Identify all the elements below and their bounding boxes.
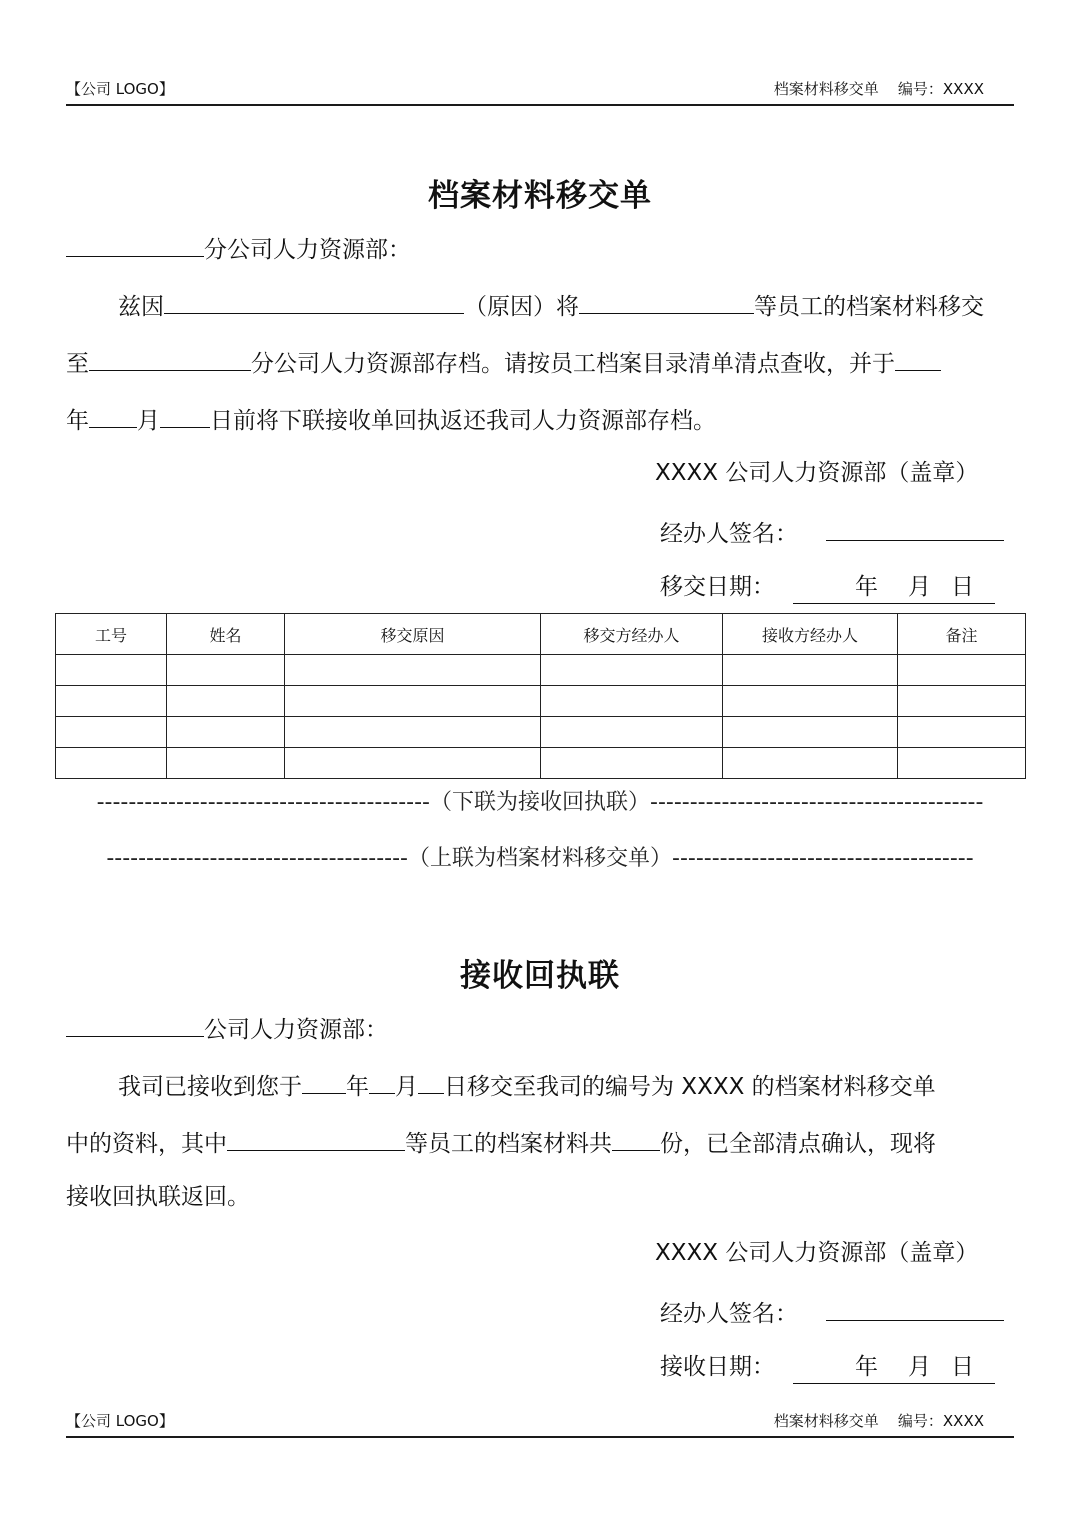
r1-month: 月 [395, 1074, 418, 1100]
receipt-stamp: XXXX 公司人力资源部（盖章） [655, 1240, 979, 1266]
p3-end: 日前将下联接收单回执返还我司人力资源部存档。 [210, 408, 716, 434]
receipt-recipient-suffix: 公司人力资源部： [204, 1017, 388, 1043]
transfer-date-year: 年 [855, 574, 878, 600]
transfer-date-month: 月 [908, 574, 931, 600]
r1-end: 日移交至我司的编号为 XXXX 的档案材料移交单 [444, 1074, 936, 1100]
r2-start: 中的资料，其中 [66, 1131, 227, 1157]
transfer-signer-blank[interactable] [826, 514, 1004, 541]
p1-reason: （原因）将 [464, 294, 579, 320]
table-cell[interactable] [56, 655, 167, 686]
table-cell[interactable] [541, 748, 723, 779]
table-cell[interactable] [56, 686, 167, 717]
receipt-date-blank[interactable] [793, 1351, 995, 1384]
transfer-date-blank[interactable] [793, 571, 995, 604]
table-row [56, 686, 1026, 717]
transfer-recipient-suffix: 分公司人力资源部： [204, 237, 411, 263]
receipt-date-year: 年 [855, 1354, 878, 1380]
receipt-date-day: 日 [951, 1354, 974, 1380]
receipt-paragraph-line2 [66, 1124, 1026, 1160]
table-cell[interactable] [56, 748, 167, 779]
receipt-day-blank[interactable] [418, 1067, 444, 1094]
table-cell[interactable] [167, 717, 285, 748]
receipt-paragraph-line1 [118, 1067, 1078, 1103]
receipt-month-blank[interactable] [369, 1067, 395, 1094]
lower-copy-note: （下联为接收回执联） [429, 790, 650, 815]
table-row [56, 655, 1026, 686]
receipt-paragraph-line3: 接收回执联返回。 [66, 1184, 250, 1210]
r2-end: 份，已全部清点确认，现将 [660, 1131, 936, 1157]
transfer-stamp: XXXX 公司人力资源部（盖章） [655, 460, 979, 486]
table-cell[interactable] [898, 655, 1026, 686]
table-cell[interactable] [723, 686, 898, 717]
lower-copy-divider [0, 785, 1080, 816]
receipt-year-blank[interactable] [302, 1067, 346, 1094]
p1-end: 等员工的档案材料移交 [754, 294, 984, 320]
deadline-year-blank[interactable] [895, 344, 941, 371]
records-table [55, 613, 1026, 779]
table-cell[interactable] [898, 748, 1026, 779]
r1-start: 我司已接收到您于 [118, 1074, 302, 1100]
recipient-branch-blank[interactable] [66, 230, 204, 257]
receipt-recipient-line [66, 1010, 1026, 1046]
col-employee-id: 工号 [56, 614, 167, 655]
deadline-day-blank[interactable] [160, 401, 210, 428]
transfer-paragraph-line3 [66, 401, 1026, 437]
footer-number: 编号：XXXX [897, 1412, 984, 1430]
transfer-signer-label: 经办人签名： [660, 521, 798, 547]
table-cell[interactable] [541, 717, 723, 748]
upper-copy-note: （上联为档案材料移交单） [407, 846, 672, 871]
receipt-date-label: 接收日期： [660, 1354, 775, 1380]
table-cell[interactable] [723, 655, 898, 686]
deadline-month-blank[interactable] [89, 401, 137, 428]
employees-blank[interactable] [579, 287, 754, 314]
col-name: 姓名 [167, 614, 285, 655]
transfer-paragraph-line1 [118, 287, 1078, 323]
col-transfer-reason: 移交原因 [285, 614, 541, 655]
receipt-employees-blank[interactable] [227, 1124, 405, 1151]
divider-dashes: ------------------------------------------ [96, 790, 430, 815]
p2-start: 至 [66, 351, 89, 377]
receipt-company-blank[interactable] [66, 1010, 204, 1037]
page-footer [66, 1406, 1014, 1438]
receipt-signer-label: 经办人签名： [660, 1301, 798, 1327]
col-receiver-handler: 接收方经办人 [723, 614, 898, 655]
footer-doc-info [774, 1410, 984, 1431]
transfer-date-label: 移交日期： [660, 574, 775, 600]
target-branch-blank[interactable] [89, 344, 251, 371]
transfer-signer-line [660, 514, 1004, 550]
table-row [56, 717, 1026, 748]
table-cell[interactable] [285, 655, 541, 686]
table-cell[interactable] [285, 748, 541, 779]
transfer-paragraph-line2 [66, 344, 1026, 380]
table-cell[interactable] [898, 686, 1026, 717]
table-cell[interactable] [56, 717, 167, 748]
col-transferor-handler: 移交方经办人 [541, 614, 723, 655]
footer-logo: 【公司 LOGO】 [66, 1412, 174, 1430]
header-doc-name: 档案材料移交单 [773, 80, 879, 98]
receipt-signer-line [660, 1294, 1004, 1330]
transfer-date-line [660, 571, 995, 604]
footer-doc-name: 档案材料移交单 [773, 1412, 879, 1430]
p3-month: 月 [137, 408, 160, 434]
header-number: 编号：XXXX [897, 80, 984, 98]
receipt-title: 接收回执联 [460, 958, 620, 994]
r2-mid: 等员工的档案材料共 [405, 1131, 612, 1157]
p1-start: 兹因 [118, 294, 164, 320]
table-cell[interactable] [723, 717, 898, 748]
col-remarks: 备注 [898, 614, 1026, 655]
receipt-date-month: 月 [908, 1354, 931, 1380]
receipt-date-line [660, 1351, 995, 1384]
table-cell[interactable] [541, 686, 723, 717]
reason-blank[interactable] [164, 287, 464, 314]
table-row [56, 748, 1026, 779]
p3-year: 年 [66, 408, 89, 434]
p2-mid: 分公司人力资源部存档。请按员工档案目录清单清点查收，并于 [251, 351, 895, 377]
table-cell[interactable] [723, 748, 898, 779]
page-header [66, 74, 1014, 106]
divider-dashes: -------------------------------------- [672, 846, 974, 871]
receipt-count-blank[interactable] [612, 1124, 660, 1151]
r1-year: 年 [346, 1074, 369, 1100]
table-cell[interactable] [167, 686, 285, 717]
header-doc-info [774, 78, 984, 99]
transfer-title: 档案材料移交单 [428, 178, 652, 214]
header-logo: 【公司 LOGO】 [66, 80, 174, 98]
transfer-recipient-line [66, 230, 1026, 266]
table-cell[interactable] [898, 717, 1026, 748]
upper-copy-divider [0, 841, 1080, 872]
receipt-signer-blank[interactable] [826, 1294, 1004, 1321]
transfer-date-day: 日 [951, 574, 974, 600]
table-cell[interactable] [541, 655, 723, 686]
table-header-row [56, 614, 1026, 655]
table-cell[interactable] [167, 748, 285, 779]
table-cell[interactable] [285, 717, 541, 748]
table-cell[interactable] [285, 686, 541, 717]
divider-dashes: -------------------------------------- [106, 846, 408, 871]
table-cell[interactable] [167, 655, 285, 686]
divider-dashes: ------------------------------------------ [650, 790, 984, 815]
